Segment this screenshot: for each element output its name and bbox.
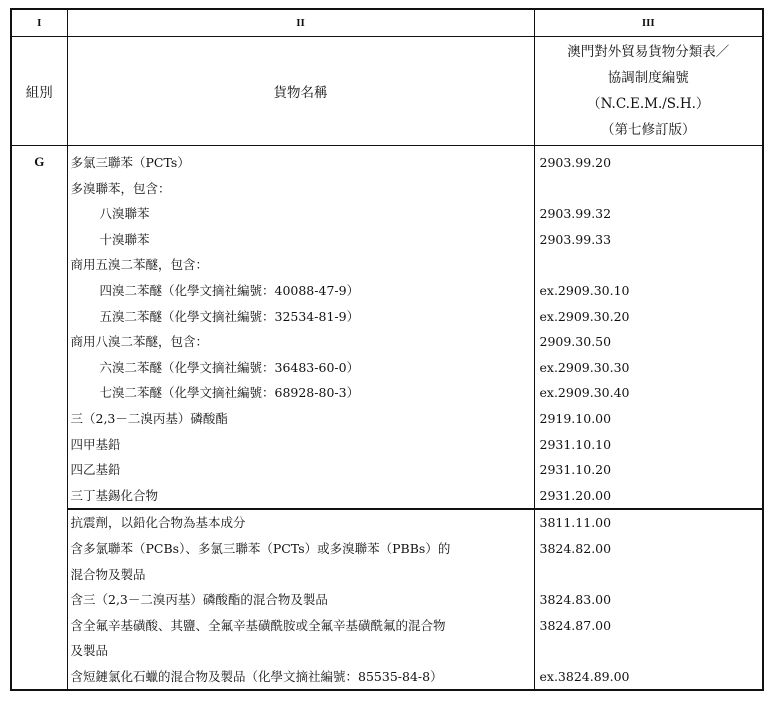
code-header-line: （N.C.E.M./S.H.） bbox=[587, 96, 710, 112]
code-header-line: （第七修訂版） bbox=[601, 122, 696, 138]
hs-code: ex.3824.89.00 bbox=[534, 664, 763, 691]
table-row bbox=[11, 432, 763, 458]
column-title-row bbox=[11, 37, 763, 146]
goods-name: 混合物及製品 bbox=[67, 562, 534, 588]
table-row bbox=[11, 329, 763, 355]
code-header bbox=[534, 37, 763, 146]
hs-code: 2931.10.20 bbox=[534, 457, 763, 483]
goods-classification-table bbox=[10, 8, 764, 691]
table-row bbox=[11, 457, 763, 483]
hs-code: 3824.83.00 bbox=[534, 587, 763, 613]
hs-code: 2903.99.32 bbox=[534, 201, 763, 227]
table-row bbox=[11, 176, 763, 202]
table-row bbox=[11, 509, 763, 536]
table-row bbox=[11, 380, 763, 406]
goods-name: 抗震劑，以鉛化合物為基本成分 bbox=[67, 509, 534, 536]
goods-name: 含三（2,3－二溴丙基）磷酸酯的混合物及製品 bbox=[67, 587, 534, 613]
goods-name: 三丁基錫化合物 bbox=[67, 483, 534, 510]
table-row bbox=[11, 252, 763, 278]
hs-code: 2931.10.10 bbox=[534, 432, 763, 458]
goods-name: 多溴聯苯，包含： bbox=[67, 176, 534, 202]
goods-name: 五溴二苯醚（化學文摘社編號：32534-81-9） bbox=[67, 304, 534, 330]
goods-name: 四甲基鉛 bbox=[67, 432, 534, 458]
table-row bbox=[11, 483, 763, 510]
table-row bbox=[11, 201, 763, 227]
hs-code: ex.2909.30.20 bbox=[534, 304, 763, 330]
goods-name: 四乙基鉛 bbox=[67, 457, 534, 483]
hs-code bbox=[534, 252, 763, 278]
column-number-row bbox=[11, 9, 763, 37]
group-label: G bbox=[11, 146, 67, 691]
table-row bbox=[11, 536, 763, 562]
hs-code: 3824.82.00 bbox=[534, 536, 763, 562]
table-row bbox=[11, 227, 763, 253]
hs-code: 2931.20.00 bbox=[534, 483, 763, 510]
hs-code: ex.2909.30.30 bbox=[534, 355, 763, 381]
hs-code bbox=[534, 562, 763, 588]
goods-name-header: 貨物名稱 bbox=[67, 37, 534, 146]
goods-name: 含多氯聯苯（PCBs）、多氯三聯苯（PCTs）或多溴聯苯（PBBs）的 bbox=[67, 536, 534, 562]
table-row bbox=[11, 613, 763, 639]
table-row bbox=[11, 146, 763, 176]
goods-name: 含全氟辛基磺酸、其鹽、全氟辛基磺酰胺或全氟辛基磺酰氟的混合物 bbox=[67, 613, 534, 639]
col3-number: III bbox=[534, 9, 763, 37]
goods-name: 商用五溴二苯醚，包含： bbox=[67, 252, 534, 278]
hs-code bbox=[534, 176, 763, 202]
hs-code: 2903.99.20 bbox=[534, 146, 763, 176]
goods-name: 六溴二苯醚（化學文摘社編號：36483-60-0） bbox=[67, 355, 534, 381]
table-row bbox=[11, 406, 763, 432]
hs-code: 3811.11.00 bbox=[534, 509, 763, 536]
group-header: 組別 bbox=[11, 37, 67, 146]
goods-name: 三（2,3－二溴丙基）磷酸酯 bbox=[67, 406, 534, 432]
hs-code: 2909.30.50 bbox=[534, 329, 763, 355]
table-row bbox=[11, 304, 763, 330]
goods-name: 四溴二苯醚（化學文摘社編號：40088-47-9） bbox=[67, 278, 534, 304]
hs-code: ex.2909.30.10 bbox=[534, 278, 763, 304]
hs-code: 2919.10.00 bbox=[534, 406, 763, 432]
table-row bbox=[11, 278, 763, 304]
hs-code: 3824.87.00 bbox=[534, 613, 763, 639]
hs-code bbox=[534, 638, 763, 664]
hs-code: ex.2909.30.40 bbox=[534, 380, 763, 406]
table-row bbox=[11, 587, 763, 613]
goods-name: 七溴二苯醚（化學文摘社編號：68928-80-3） bbox=[67, 380, 534, 406]
col2-number: II bbox=[67, 9, 534, 37]
hs-code: 2903.99.33 bbox=[534, 227, 763, 253]
goods-name: 十溴聯苯 bbox=[67, 227, 534, 253]
table-row bbox=[11, 638, 763, 664]
table-row bbox=[11, 664, 763, 691]
table-row bbox=[11, 562, 763, 588]
goods-name: 商用八溴二苯醚，包含： bbox=[67, 329, 534, 355]
code-header-line: 協調制度編號 bbox=[607, 70, 689, 86]
goods-name: 含短鏈氯化石蠟的混合物及製品（化學文摘社編號：85535-84-8） bbox=[67, 664, 534, 691]
goods-name: 八溴聯苯 bbox=[67, 201, 534, 227]
code-header-line: 澳門對外貿易貨物分類表／ bbox=[567, 44, 730, 60]
table-row bbox=[11, 355, 763, 381]
col1-number: I bbox=[11, 9, 67, 37]
goods-name: 及製品 bbox=[67, 638, 534, 664]
goods-name: 多氯三聯苯（PCTs） bbox=[67, 146, 534, 176]
